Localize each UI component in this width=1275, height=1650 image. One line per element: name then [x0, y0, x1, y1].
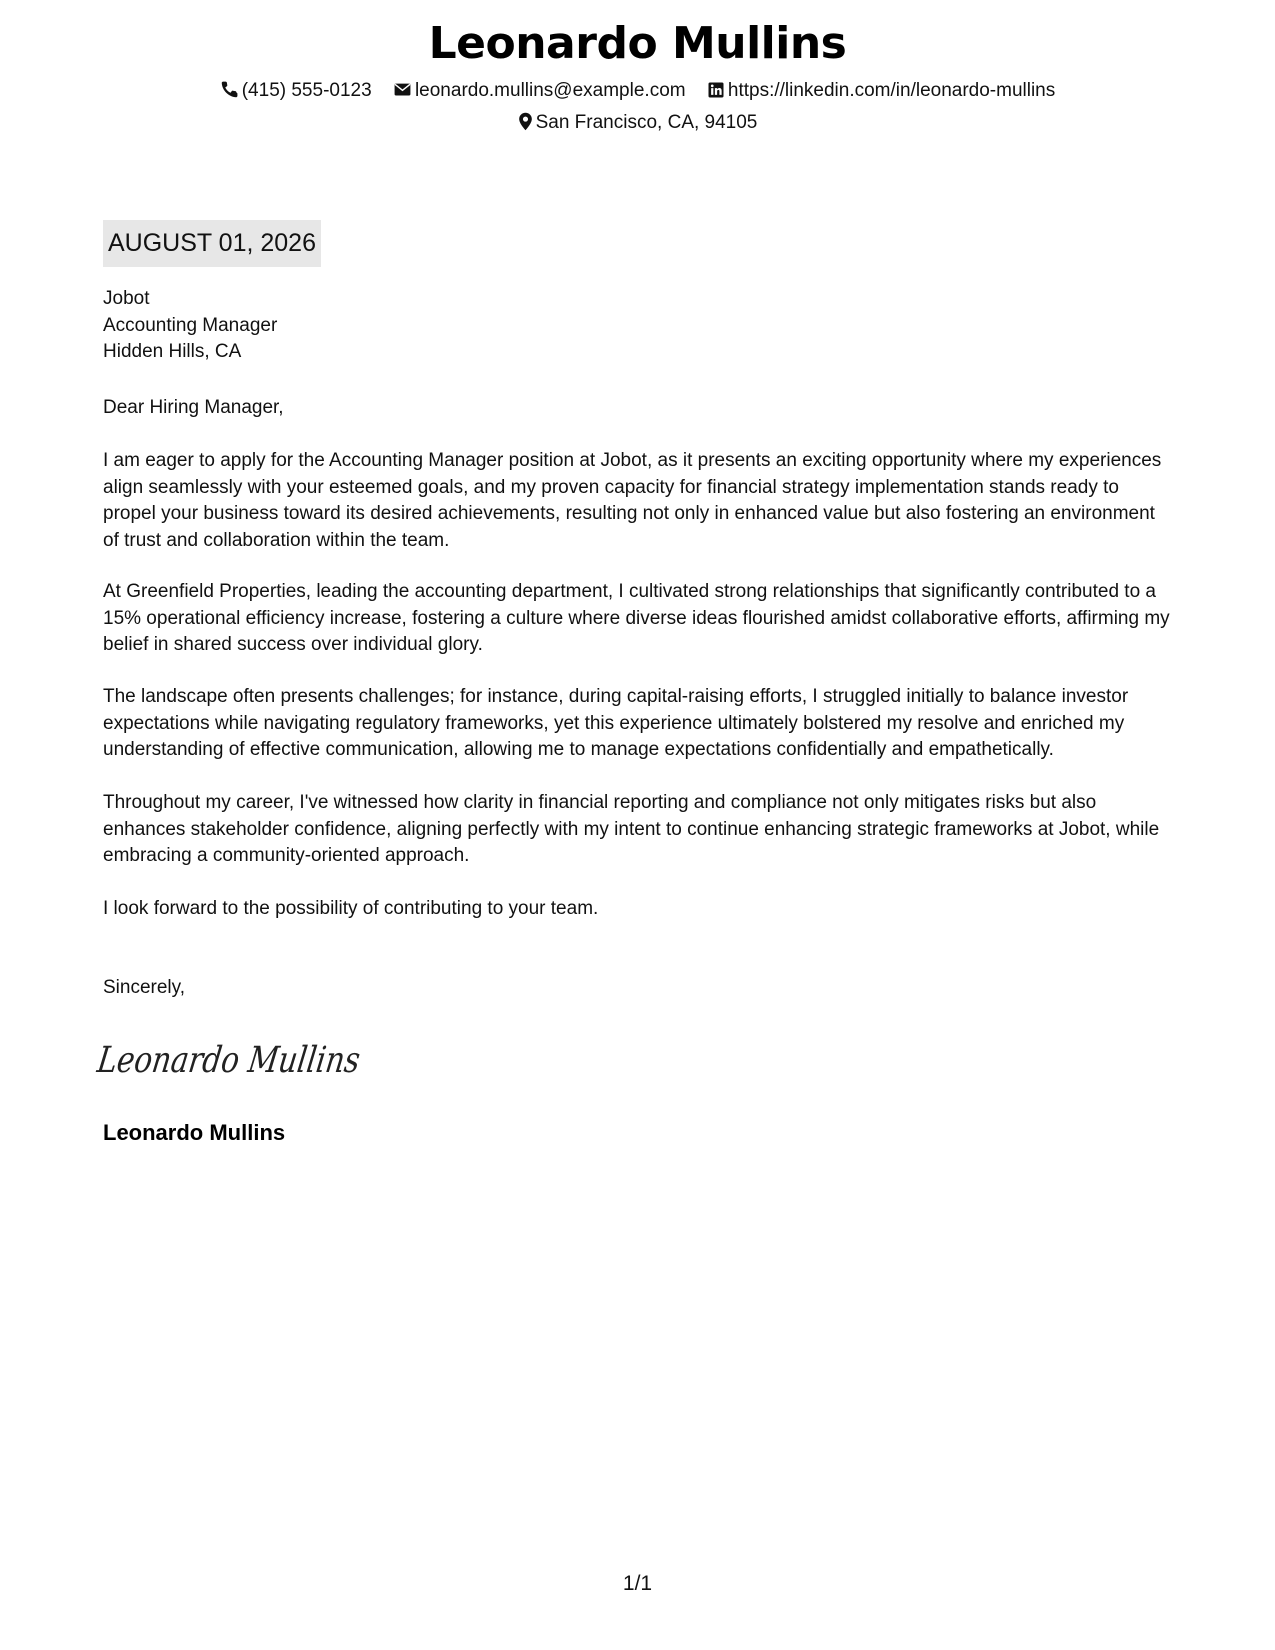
linkedin-icon	[707, 81, 725, 99]
contact-line-secondary	[0, 112, 1275, 134]
body-paragraph: I am eager to apply for the Accounting Manager position at Jobot, as it presents an exciting opportunity where my experiences align seamlessly with your esteemed goals, and my proven capacity for financial strategy implementation stands ready to propel your business toward its desired achievements, resulting not only in enhanced value but also fostering an environment of trust and collaboration within the team.	[103, 450, 1162, 551]
body-paragraph: At Greenfield Properties, leading the accounting department, I cultivated strong relationships that significantly contributed to a 15% operational efficiency increase, fostering a culture where diverse ideas flourished amidst collaborative efforts, affirming my belief in shared success over individual glory.	[103, 581, 1170, 655]
contact-email	[393, 80, 686, 102]
printed-name: Leonardo Mullins	[103, 1120, 286, 1145]
salutation: Dear Hiring Manager,	[103, 397, 284, 418]
contact-phone	[220, 80, 372, 102]
signature-lettering: Leonardo Mullins	[94, 1038, 422, 1081]
envelope-icon	[393, 80, 412, 99]
linkedin-url: https://linkedin.com/in/leonardo-mullins	[727, 80, 1056, 101]
body-paragraph: I look forward to the possibility of contributing to your team.	[103, 898, 599, 919]
body-paragraph: The landscape often presents challenges; for instance, during capital-raising efforts, I struggled initially to balance investor expectations while navigating regulatory frameworks, yet this experience ultimately bolstered my resolve and enriched my understanding of effective communication, allowing me to manage expectations confidentially and empathetically.	[103, 686, 1129, 760]
contact-location	[518, 112, 758, 134]
location-text: San Francisco, CA, 94105	[535, 112, 758, 133]
recipient-block	[103, 286, 277, 366]
contact-linkedin	[707, 80, 1055, 102]
email-address: leonardo.mullins@example.com	[414, 80, 686, 101]
contact-line-primary	[0, 80, 1275, 102]
handwritten-signature	[94, 1030, 422, 1090]
recipient-position: Accounting Manager	[103, 314, 278, 336]
phone-icon	[220, 80, 239, 99]
recipient-location: Hidden Hills, CA	[103, 341, 242, 362]
body-paragraph: Throughout my career, I've witnessed how clarity in financial reporting and compliance not only mitigates risks but also enhances stakeholder confidence, aligning perfectly with my intent to continue enhancing strategic frameworks at Jobot, while embracing a community-oriented approach.	[103, 792, 1160, 866]
phone-number: (415) 555-0123	[241, 80, 372, 101]
closing: Sincerely,	[103, 977, 186, 998]
map-pin-icon	[518, 112, 533, 131]
letter-date: AUGUST 01, 2026	[103, 220, 321, 267]
applicant-name-heading: Leonardo Mullins	[428, 18, 847, 69]
page-number: 1/1	[622, 1572, 653, 1595]
recipient-company: Jobot	[103, 288, 150, 309]
